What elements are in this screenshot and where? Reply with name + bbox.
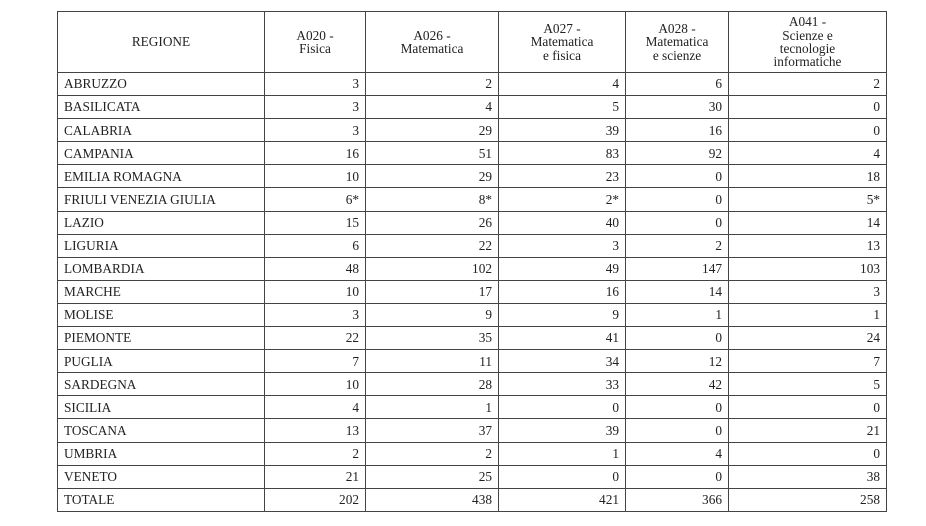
value-cell: 34: [499, 350, 626, 373]
value-cell: 83: [499, 142, 626, 165]
value-cell: 0: [729, 442, 887, 465]
value-cell: 42: [626, 373, 729, 396]
region-cell: CAMPANIA: [58, 142, 265, 165]
value-cell: 10: [265, 280, 366, 303]
table-row: [58, 119, 887, 142]
value-cell: 0: [626, 188, 729, 211]
value-cell: 26: [366, 211, 499, 234]
value-cell: 0: [499, 396, 626, 419]
value-cell: 2: [366, 73, 499, 96]
value-cell: 1: [626, 303, 729, 326]
column-header-a026: A026 - Matematica: [366, 12, 499, 73]
table-row: [58, 257, 887, 280]
value-cell: 28: [366, 373, 499, 396]
region-cell: TOSCANA: [58, 419, 265, 442]
value-cell: 1: [366, 396, 499, 419]
column-header-a028: A028 - Matematica e scienze: [626, 12, 729, 73]
value-cell: 9: [499, 303, 626, 326]
value-cell: 3: [265, 96, 366, 119]
table-row: [58, 142, 887, 165]
value-cell: 3: [265, 73, 366, 96]
value-cell: 421: [499, 488, 626, 511]
table-row: [58, 73, 887, 96]
value-cell: 0: [626, 419, 729, 442]
value-cell: 10: [265, 373, 366, 396]
value-cell: 22: [265, 327, 366, 350]
value-cell: 438: [366, 488, 499, 511]
value-cell: 2: [626, 234, 729, 257]
region-cell: LAZIO: [58, 211, 265, 234]
value-cell: 0: [626, 396, 729, 419]
value-cell: 2*: [499, 188, 626, 211]
value-cell: 0: [626, 165, 729, 188]
value-cell: 0: [729, 119, 887, 142]
region-cell: FRIULI VENEZIA GIULIA: [58, 188, 265, 211]
table-row: [58, 280, 887, 303]
value-cell: 49: [499, 257, 626, 280]
table-row: [58, 419, 887, 442]
value-cell: 0: [626, 327, 729, 350]
value-cell: 5: [729, 373, 887, 396]
value-cell: 147: [626, 257, 729, 280]
region-cell: PUGLIA: [58, 350, 265, 373]
value-cell: 13: [729, 234, 887, 257]
value-cell: 1: [729, 303, 887, 326]
column-header-a020: A020 - Fisica: [265, 12, 366, 73]
value-cell: 4: [729, 142, 887, 165]
value-cell: 35: [366, 327, 499, 350]
value-cell: 4: [265, 396, 366, 419]
value-cell: 5*: [729, 188, 887, 211]
value-cell: 2: [366, 442, 499, 465]
value-cell: 41: [499, 327, 626, 350]
value-cell: 102: [366, 257, 499, 280]
value-cell: 3: [265, 119, 366, 142]
region-cell: TOTALE: [58, 488, 265, 511]
region-cell: EMILIA ROMAGNA: [58, 165, 265, 188]
table-row: [58, 373, 887, 396]
value-cell: 38: [729, 465, 887, 488]
table-body: [58, 73, 887, 512]
table-row: [58, 303, 887, 326]
value-cell: 2: [265, 442, 366, 465]
value-cell: 4: [366, 96, 499, 119]
table-row: [58, 396, 887, 419]
region-cell: LIGURIA: [58, 234, 265, 257]
table-row: [58, 211, 887, 234]
value-cell: 0: [729, 96, 887, 119]
value-cell: 0: [499, 465, 626, 488]
value-cell: 0: [626, 465, 729, 488]
value-cell: 37: [366, 419, 499, 442]
value-cell: 51: [366, 142, 499, 165]
value-cell: 7: [265, 350, 366, 373]
region-cell: UMBRIA: [58, 442, 265, 465]
value-cell: 40: [499, 211, 626, 234]
value-cell: 4: [626, 442, 729, 465]
table-row: [58, 442, 887, 465]
region-cell: LOMBARDIA: [58, 257, 265, 280]
table-row: [58, 327, 887, 350]
value-cell: 5: [499, 96, 626, 119]
region-cell: CALABRIA: [58, 119, 265, 142]
column-header-a027: A027 - Matematica e fisica: [499, 12, 626, 73]
value-cell: 4: [499, 73, 626, 96]
value-cell: 29: [366, 165, 499, 188]
total-row: [58, 488, 887, 511]
region-cell: SICILIA: [58, 396, 265, 419]
value-cell: 202: [265, 488, 366, 511]
value-cell: 6: [626, 73, 729, 96]
value-cell: 0: [729, 396, 887, 419]
value-cell: 16: [499, 280, 626, 303]
value-cell: 11: [366, 350, 499, 373]
value-cell: 92: [626, 142, 729, 165]
table-row: [58, 96, 887, 119]
value-cell: 3: [265, 303, 366, 326]
value-cell: 24: [729, 327, 887, 350]
value-cell: 21: [265, 465, 366, 488]
value-cell: 25: [366, 465, 499, 488]
value-cell: 2: [729, 73, 887, 96]
table-row: [58, 465, 887, 488]
value-cell: 39: [499, 119, 626, 142]
value-cell: 30: [626, 96, 729, 119]
value-cell: 17: [366, 280, 499, 303]
value-cell: 6*: [265, 188, 366, 211]
table-row: [58, 350, 887, 373]
value-cell: 14: [626, 280, 729, 303]
region-cell: SARDEGNA: [58, 373, 265, 396]
value-cell: 15: [265, 211, 366, 234]
value-cell: 0: [626, 211, 729, 234]
table-row: [58, 188, 887, 211]
value-cell: 258: [729, 488, 887, 511]
value-cell: 29: [366, 119, 499, 142]
region-cell: MARCHE: [58, 280, 265, 303]
value-cell: 33: [499, 373, 626, 396]
region-cell: VENETO: [58, 465, 265, 488]
value-cell: 9: [366, 303, 499, 326]
value-cell: 22: [366, 234, 499, 257]
value-cell: 7: [729, 350, 887, 373]
value-cell: 8*: [366, 188, 499, 211]
header-row: [58, 12, 887, 73]
table-row: [58, 234, 887, 257]
value-cell: 21: [729, 419, 887, 442]
value-cell: 366: [626, 488, 729, 511]
region-table: [57, 11, 887, 512]
column-header-a041: A041 - Scienze e tecnologie informatiche: [729, 12, 887, 73]
value-cell: 13: [265, 419, 366, 442]
value-cell: 6: [265, 234, 366, 257]
column-header-regione: REGIONE: [58, 12, 265, 73]
region-cell: PIEMONTE: [58, 327, 265, 350]
value-cell: 103: [729, 257, 887, 280]
value-cell: 18: [729, 165, 887, 188]
value-cell: 16: [265, 142, 366, 165]
value-cell: 12: [626, 350, 729, 373]
value-cell: 23: [499, 165, 626, 188]
value-cell: 3: [499, 234, 626, 257]
value-cell: 16: [626, 119, 729, 142]
table-row: [58, 165, 887, 188]
region-cell: MOLISE: [58, 303, 265, 326]
value-cell: 39: [499, 419, 626, 442]
value-cell: 48: [265, 257, 366, 280]
value-cell: 3: [729, 280, 887, 303]
value-cell: 14: [729, 211, 887, 234]
value-cell: 10: [265, 165, 366, 188]
region-cell: ABRUZZO: [58, 73, 265, 96]
value-cell: 1: [499, 442, 626, 465]
region-cell: BASILICATA: [58, 96, 265, 119]
